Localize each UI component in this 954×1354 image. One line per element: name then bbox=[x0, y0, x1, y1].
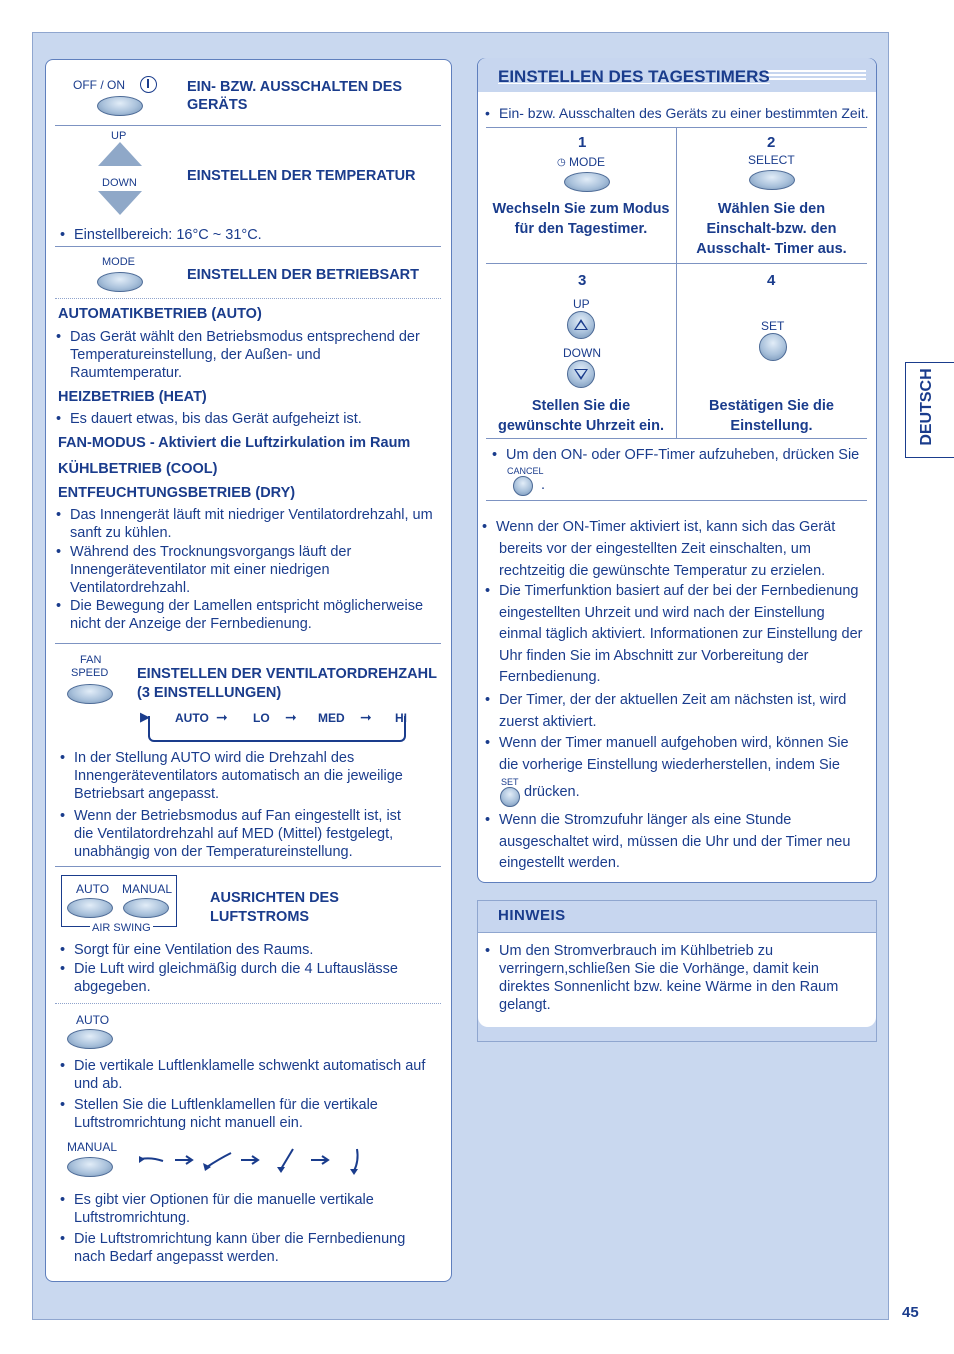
temp-up-label: UP bbox=[111, 130, 127, 142]
fan-heading: FAN-MODUS - Aktiviert die Luftzirkulation im Raum bbox=[58, 435, 411, 451]
swing-title: AUSRICHTEN DES bbox=[210, 890, 339, 906]
down-arrow-button[interactable] bbox=[98, 191, 142, 215]
cancel-dot: . bbox=[541, 477, 546, 493]
heat-text: • Es dauert etwas, bis das Gerät aufgeheizt ist. bbox=[70, 410, 430, 428]
fan-label: FAN bbox=[80, 654, 102, 666]
cancel-label: CANCEL bbox=[507, 466, 544, 476]
fan-seq-item: MED bbox=[318, 711, 345, 725]
timer-mode-button[interactable] bbox=[564, 172, 610, 192]
set-label: SET bbox=[501, 777, 519, 787]
hinweis-title: HINWEIS bbox=[498, 907, 566, 924]
fan-label: SPEED bbox=[71, 667, 109, 679]
swing-manual-button[interactable] bbox=[123, 898, 169, 918]
offon-button[interactable] bbox=[97, 96, 143, 116]
fan-text: • Wenn der Betriebsmodus auf Fan eingestellt ist, ist die Ventilatordrehzahl auf MED (Mittel) festgelegt, unabhängig von der Temperatureinstellung. bbox=[74, 807, 424, 861]
dotted-divider bbox=[55, 298, 441, 299]
timer-select-button[interactable] bbox=[749, 170, 795, 190]
timer-intro: • Ein- bzw. Ausschalten des Geräts zu einer bestimmten Zeit. bbox=[499, 104, 869, 122]
timer-down-button[interactable] bbox=[567, 360, 595, 388]
timer-note: • Die Timerfunktion basiert auf der bei der Fernbedienung eingestellten Uhrzeit und wird nach der Einstellung einmal täglich aktiviert. Informationen zur Einstellung der Uhr finden Sie im Abschnitt zur Vorbereitung der Fernbedienung. bbox=[499, 581, 871, 689]
step-text-line: Wechseln Sie zum Modus bbox=[492, 201, 670, 217]
step-text-line: für den Tagestimer. bbox=[514, 221, 648, 237]
offon-label: OFF / ON bbox=[73, 78, 125, 92]
step-text bbox=[676, 199, 867, 259]
timer-set-button[interactable] bbox=[759, 333, 787, 361]
fan-seq-item: AUTO bbox=[175, 711, 209, 725]
step-text-line: Einschalt-bzw. den bbox=[706, 221, 837, 237]
step-button-label: MODE bbox=[569, 155, 605, 169]
air-swing-label: AIR SWING bbox=[92, 922, 151, 934]
up-arrow-button[interactable] bbox=[98, 142, 142, 166]
auto-button[interactable] bbox=[67, 1029, 113, 1049]
sequence-arrow-icon: ➞ bbox=[285, 709, 297, 725]
cool-heading: KÜHLBETRIEB (COOL) bbox=[58, 461, 218, 477]
manual-label: MANUAL bbox=[67, 1140, 118, 1154]
step-text bbox=[486, 199, 676, 239]
heat-heading: HEIZBETRIEB (HEAT) bbox=[58, 389, 207, 405]
step-text-line: Stellen Sie die bbox=[531, 398, 631, 414]
dry-text: • Während des Trocknungsvorgangs läuft der Innengeräteventilator mit einer niedrigen Ventilatordrehzahl. bbox=[70, 543, 430, 597]
airflow-direction-icons bbox=[135, 1145, 365, 1175]
auto-swing-text: • Die vertikale Luftlenklamelle schwenkt automatisch auf und ab. bbox=[74, 1057, 439, 1093]
step-text bbox=[486, 396, 676, 436]
timer-note: • Wenn der ON-Timer aktiviert ist, kann sich das Gerät bereits vor der eingestellten Zeit einschalten, um rechtzeitig die gewünschte Temperatur zu erzielen. bbox=[499, 516, 859, 582]
fan-speed-button[interactable] bbox=[67, 684, 113, 704]
step-text bbox=[676, 396, 867, 436]
power-icon bbox=[140, 76, 157, 93]
timer-note: • Wenn der Timer manuell aufgehoben wird, können Sie die vorherige Einstellung wiederherstellen, indem Sie bbox=[499, 733, 864, 776]
fan-text: • In der Stellung AUTO wird die Drehzahl des Innengeräteventilators automatisch an die jeweilige Betriebsart angepasst. bbox=[74, 749, 424, 803]
auto-label: AUTO bbox=[76, 1013, 110, 1027]
timer-up-button[interactable] bbox=[567, 311, 595, 339]
temp-title: EINSTELLEN DER TEMPERATUR bbox=[187, 168, 416, 184]
sequence-arrow-icon: ▶ bbox=[140, 709, 150, 724]
manual-button[interactable] bbox=[67, 1157, 113, 1177]
step-text-line: Ausschalt- Timer aus. bbox=[696, 241, 847, 257]
swing-text: • Die Luft wird gleichmäßig durch die 4 Luftauslässe abgegeben. bbox=[74, 960, 424, 996]
clock-icon: ◷ bbox=[557, 157, 566, 168]
swing-title: LUFTSTROMS bbox=[210, 909, 310, 925]
step-number: 1 bbox=[578, 134, 587, 151]
auto-text: • Das Gerät wählt den Betriebsmodus entsprechend der Temperatureinstellung, der Außen- und Raumtemperatur. bbox=[70, 328, 430, 382]
fan-title: EINSTELLEN DER VENTILATORDREHZAHL bbox=[137, 666, 437, 682]
set-suffix: drücken. bbox=[524, 784, 580, 800]
language-tab-label: DEUTSCH bbox=[918, 368, 935, 446]
step-text-line: gewünschte Uhrzeit ein. bbox=[498, 418, 664, 434]
fan-title: (3 EINSTELLUNGEN) bbox=[137, 685, 282, 701]
temp-range: • Einstellbereich: 16°C ~ 31°C. bbox=[74, 226, 262, 244]
manual-swing-text: • Die Luftstromrichtung kann über die Fernbedienung nach Bedarf angepasst werden. bbox=[74, 1230, 424, 1266]
temp-down-label: DOWN bbox=[102, 177, 137, 189]
step-button-label: SELECT bbox=[748, 153, 795, 167]
cancel-text: • Um den ON- oder OFF-Timer aufzuheben, drücken Sie bbox=[506, 446, 871, 464]
step-number: 3 bbox=[578, 272, 587, 289]
step-button-label: SET bbox=[761, 319, 785, 333]
auto-swing-text: • Stellen Sie die Luftlenklamellen für die vertikale Luftstromrichtung nicht manuell ein. bbox=[74, 1096, 424, 1132]
mode-button[interactable] bbox=[97, 272, 143, 292]
set-button[interactable] bbox=[500, 787, 520, 807]
header-stripes bbox=[766, 70, 866, 82]
dry-text: • Die Bewegung der Lamellen entspricht möglicherweise nicht der Anzeige der Fernbedienung. bbox=[70, 597, 440, 633]
divider bbox=[55, 866, 441, 867]
divider bbox=[55, 246, 441, 247]
fan-seq-item: LO bbox=[253, 711, 270, 725]
step-number: 2 bbox=[767, 134, 776, 151]
language-tab bbox=[905, 362, 954, 458]
mode-title: EINSTELLEN DER BETRIEBSART bbox=[187, 267, 420, 283]
timer-steps-grid bbox=[486, 127, 867, 438]
timer-note: • Der Timer, der der aktuellen Zeit am nächsten ist, wird zuerst aktiviert. bbox=[499, 690, 864, 733]
step-up-label: UP bbox=[573, 297, 590, 311]
step-number: 4 bbox=[767, 272, 776, 289]
page-number: 45 bbox=[902, 1304, 919, 1321]
swing-auto-button[interactable] bbox=[67, 898, 113, 918]
sequence-arrow-icon: ➞ bbox=[360, 709, 372, 725]
dry-text: • Das Innengerät läuft mit niedriger Ventilatordrehzahl, um sanft zu kühlen. bbox=[70, 506, 435, 542]
divider bbox=[55, 125, 441, 126]
swing-text: • Sorgt für eine Ventilation des Raums. bbox=[74, 941, 424, 959]
dry-heading: ENTFEUCHTUNGSBETRIEB (DRY) bbox=[58, 485, 296, 501]
step-down-label: DOWN bbox=[563, 346, 601, 360]
hinweis-text: • Um den Stromverbrauch im Kühlbetrieb zu verringern,schließen Sie die Vorhänge, damit kein direktes Sonnenlicht bzw. keine Wärme in den Raum gelangt. bbox=[499, 942, 859, 1014]
timer-title: EINSTELLEN DES TAGESTIMERS bbox=[498, 67, 770, 86]
swing-manual-label: MANUAL bbox=[122, 882, 173, 896]
step-text-line: Einstellung. bbox=[730, 418, 813, 434]
swing-auto-label: AUTO bbox=[76, 882, 110, 896]
manual-swing-text: • Es gibt vier Optionen für die manuelle vertikale Luftstromrichtung. bbox=[74, 1191, 424, 1227]
dotted-divider bbox=[55, 1003, 441, 1004]
cancel-button[interactable] bbox=[513, 476, 533, 496]
mode-label: MODE bbox=[102, 256, 135, 268]
divider bbox=[486, 500, 867, 501]
offon-title: EIN- BZW. AUSSCHALTEN DES GERÄTS bbox=[187, 79, 403, 113]
timer-note: • Wenn die Stromzufuhr länger als eine Stunde ausgeschaltet wird, müssen die Uhr und der Timer neu eingestellt werden. bbox=[499, 810, 871, 875]
divider bbox=[55, 643, 441, 644]
step-text-line: Wählen Sie den bbox=[717, 201, 826, 217]
fan-seq-item: HI bbox=[395, 711, 407, 725]
sequence-arrow-icon: ➞ bbox=[216, 709, 228, 725]
step-text-line: Bestätigen Sie die bbox=[709, 398, 834, 414]
auto-heading: AUTOMATIKBETRIEB (AUTO) bbox=[58, 306, 262, 322]
